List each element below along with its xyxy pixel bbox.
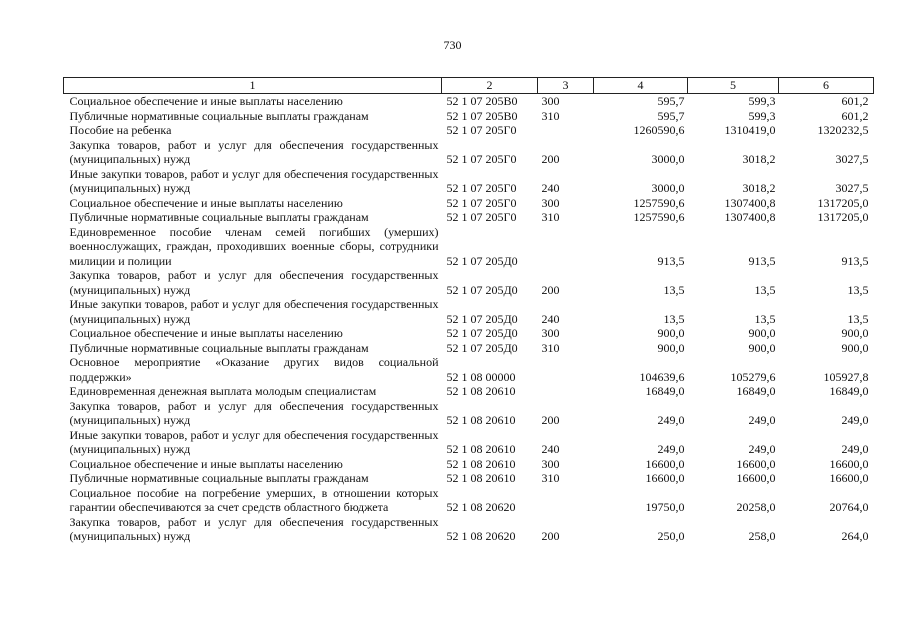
row-value-year3: 16600,0 (829, 471, 869, 485)
row-expense-type (538, 355, 594, 384)
row-code: 52 1 07 205Г0 (446, 195, 517, 210)
row-name: Пособие на ребенка (69, 123, 172, 137)
table-row (64, 486, 874, 515)
row-value-year3: 13,5 (847, 311, 869, 326)
row-value-year3: 3027,5 (835, 181, 869, 195)
row-name: Социальное обеспечение и иные выплаты населению (69, 94, 343, 108)
row-expense-type: 310 (541, 108, 560, 123)
row-value-year2: 599,3 (748, 108, 776, 123)
row-code: 52 1 08 20610 (446, 456, 516, 471)
table-row (64, 384, 874, 399)
table-body (64, 94, 874, 544)
row-value-year3: 249,0 (841, 413, 869, 427)
table-row (64, 167, 874, 196)
table-row (64, 138, 874, 167)
row-value-year3: 264,0 (841, 529, 869, 543)
row-name: Публичные нормативные социальные выплаты гражданам (69, 471, 369, 485)
row-value-year1: 3000,0 (651, 152, 685, 166)
header-col-3: 3 (538, 78, 594, 94)
row-code: 52 1 08 00000 (446, 369, 516, 384)
row-value-year2: 13,5 (754, 282, 776, 297)
row-name: Закупка товаров, работ и услуг для обеспечения государственных (муниципальных) нужд (69, 268, 439, 297)
table-row (64, 515, 874, 544)
row-expense-type: 200 (541, 152, 560, 166)
row-value-year2: 3018,2 (742, 152, 776, 166)
row-value-year2: 3018,2 (742, 181, 776, 195)
row-name: Публичные нормативные социальные выплаты гражданам (69, 340, 369, 355)
row-value-year2: 599,3 (748, 94, 776, 108)
row-value-year1: 16600,0 (645, 471, 685, 485)
header-col-5: 5 (688, 78, 779, 94)
row-value-year2: 1310419,0 (724, 123, 776, 137)
row-code: 52 1 07 205Г0 (446, 181, 517, 195)
row-value-year2: 913,5 (748, 253, 776, 268)
row-expense-type (538, 225, 594, 269)
row-expense-type: 240 (541, 181, 560, 195)
header-col-2: 2 (442, 78, 538, 94)
row-value-year3: 20764,0 (829, 500, 869, 514)
row-value-year1: 595,7 (657, 94, 685, 108)
row-value-year3: 1320232,5 (817, 123, 869, 137)
page-number: 730 (443, 38, 462, 52)
row-value-year3: 913,5 (841, 253, 869, 268)
row-expense-type: 200 (541, 282, 560, 297)
row-value-year2: 13,5 (754, 311, 776, 326)
row-name: Иные закупки товаров, работ и услуг для обеспечения государственных (муниципальных) нужд (69, 166, 439, 195)
row-value-year2: 249,0 (748, 413, 776, 427)
row-name: Социальное обеспечение и иные выплаты населению (69, 456, 343, 471)
table-row (64, 94, 874, 109)
row-name: Социальное обеспечение и иные выплаты населению (69, 195, 343, 210)
row-code: 52 1 07 205Д0 (446, 311, 518, 326)
row-value-year2: 1307400,8 (724, 195, 776, 210)
row-value-year3: 16849,0 (829, 384, 869, 398)
row-code: 52 1 07 205Г0 (446, 152, 517, 166)
row-code: 52 1 08 20610 (446, 384, 516, 398)
row-name: Социальное пособие на погребение умерших, в отношении которых гарантии обеспечиваются за счет средств областного бюджета (69, 485, 439, 514)
row-name: Иные закупки товаров, работ и услуг для обеспечения государственных (муниципальных) нужд (69, 427, 439, 456)
table-row (64, 471, 874, 486)
row-code: 52 1 07 205Д0 (446, 253, 518, 268)
row-value-year1: 595,7 (657, 108, 685, 123)
table-row (64, 225, 874, 269)
row-code: 52 1 07 205Д0 (446, 282, 518, 297)
row-value-year1: 913,5 (657, 253, 685, 268)
row-value-year3: 1317205,0 (817, 195, 869, 210)
row-code: 52 1 08 20610 (446, 471, 516, 485)
table-row (64, 457, 874, 472)
row-expense-type (538, 486, 594, 515)
table-row (64, 268, 874, 297)
row-code: 52 1 08 20620 (446, 500, 516, 514)
table-row (64, 341, 874, 356)
row-value-year2: 249,0 (748, 442, 776, 456)
row-name: Закупка товаров, работ и услуг для обеспечения государственных (муниципальных) нужд (69, 137, 439, 166)
row-code: 52 1 07 205Д0 (446, 340, 518, 355)
row-value-year3: 900,0 (841, 340, 869, 355)
row-expense-type: 200 (541, 529, 560, 543)
row-expense-type: 300 (541, 326, 560, 340)
table-row (64, 326, 874, 341)
row-code: 52 1 07 205Г0 (446, 210, 517, 224)
row-value-year2: 1307400,8 (724, 210, 776, 224)
row-value-year2: 16600,0 (736, 456, 776, 471)
row-expense-type (538, 123, 594, 138)
row-value-year3: 601,2 (841, 94, 869, 108)
row-value-year2: 105279,6 (730, 369, 776, 384)
header-col-1: 1 (64, 78, 442, 94)
table-row (64, 355, 874, 384)
table-row (64, 196, 874, 211)
row-value-year1: 16600,0 (645, 456, 685, 471)
row-expense-type: 310 (541, 210, 560, 224)
row-code: 52 1 07 205В0 (446, 108, 518, 123)
row-name: Социальное обеспечение и иные выплаты населению (69, 326, 343, 340)
row-value-year2: 258,0 (748, 529, 776, 543)
row-value-year1: 1257590,6 (633, 210, 685, 224)
row-value-year3: 601,2 (841, 108, 869, 123)
table-row (64, 297, 874, 326)
row-code: 52 1 07 205В0 (446, 94, 518, 108)
row-value-year2: 900,0 (748, 340, 776, 355)
row-value-year1: 249,0 (657, 413, 685, 427)
row-value-year1: 13,5 (663, 311, 685, 326)
row-value-year3: 13,5 (847, 282, 869, 297)
table-row (64, 428, 874, 457)
row-expense-type: 310 (541, 471, 560, 485)
row-name: Публичные нормативные социальные выплаты гражданам (69, 210, 369, 224)
header-col-6: 6 (779, 78, 874, 94)
row-value-year1: 1257590,6 (633, 195, 685, 210)
row-value-year3: 105927,8 (823, 369, 869, 384)
row-code: 52 1 07 205Д0 (446, 326, 518, 340)
row-expense-type: 240 (541, 311, 560, 326)
header-col-4: 4 (594, 78, 688, 94)
row-name: Публичные нормативные социальные выплаты гражданам (69, 108, 369, 123)
row-value-year1: 3000,0 (651, 181, 685, 195)
row-value-year1: 250,0 (657, 529, 685, 543)
row-value-year3: 3027,5 (835, 152, 869, 166)
row-expense-type: 300 (541, 94, 560, 108)
row-value-year1: 900,0 (657, 326, 685, 340)
row-expense-type: 200 (541, 413, 560, 427)
row-code: 52 1 08 20620 (446, 529, 516, 543)
row-value-year1: 16849,0 (645, 384, 685, 398)
row-name: Единовременная денежная выплата молодым специалистам (69, 384, 377, 398)
table-row (64, 210, 874, 225)
row-value-year1: 249,0 (657, 442, 685, 456)
row-value-year2: 16600,0 (736, 471, 776, 485)
row-code: 52 1 08 20610 (446, 442, 516, 456)
row-name: Единовременное пособие членам семей погибших (умерших) военнослужащих, граждан, проходивших военные сборы, сотрудники милиции и полиции (69, 224, 439, 268)
table-row (64, 399, 874, 428)
row-value-year2: 20258,0 (736, 500, 776, 514)
table-row (64, 109, 874, 124)
row-expense-type (538, 384, 594, 399)
budget-table (63, 77, 874, 544)
row-code: 52 1 08 20610 (446, 413, 516, 427)
row-value-year1: 900,0 (657, 340, 685, 355)
table-row (64, 123, 874, 138)
row-name: Закупка товаров, работ и услуг для обеспечения государственных (муниципальных) нужд (69, 514, 439, 543)
row-value-year2: 900,0 (748, 326, 776, 340)
row-name: Закупка товаров, работ и услуг для обеспечения государственных (муниципальных) нужд (69, 398, 439, 427)
row-value-year1: 104639,6 (639, 369, 685, 384)
row-value-year1: 19750,0 (645, 500, 685, 514)
row-expense-type: 310 (541, 340, 560, 355)
row-expense-type: 300 (541, 456, 560, 471)
row-value-year1: 1260590,6 (633, 123, 685, 137)
row-value-year3: 900,0 (841, 326, 869, 340)
row-expense-type: 240 (541, 442, 560, 456)
row-name: Иные закупки товаров, работ и услуг для обеспечения государственных (муниципальных) нужд (69, 297, 439, 326)
row-expense-type: 300 (541, 195, 560, 210)
row-value-year1: 13,5 (663, 282, 685, 297)
row-code: 52 1 07 205Г0 (446, 123, 517, 137)
row-value-year3: 249,0 (841, 442, 869, 456)
row-value-year3: 16600,0 (829, 456, 869, 471)
row-value-year2: 16849,0 (736, 384, 776, 398)
row-value-year3: 1317205,0 (817, 210, 869, 224)
row-name: Основное мероприятие «Оказание других видов социальной поддержки» (69, 355, 439, 384)
header-row (64, 78, 874, 94)
